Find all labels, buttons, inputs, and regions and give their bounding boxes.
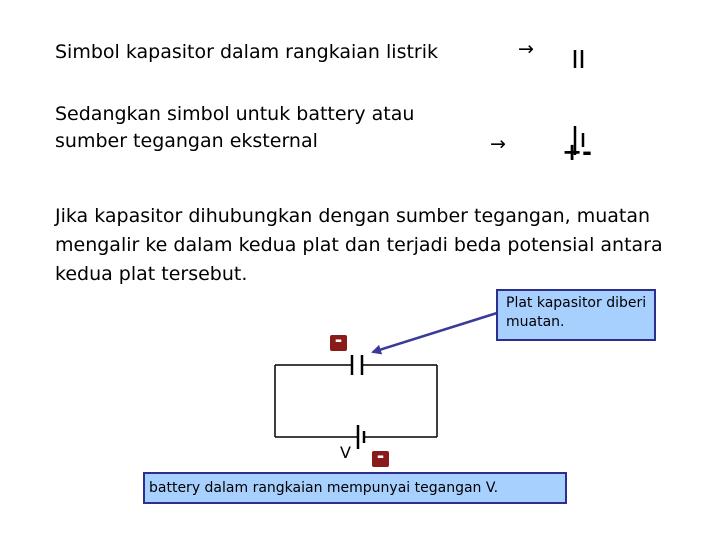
battery-voltage-callout: battery dalam rangkaian mempunyai tegangan V. (143, 472, 567, 504)
battery-plus-sign: + (562, 138, 583, 166)
circuit-battery (358, 425, 364, 449)
arrow-icon: → (518, 38, 534, 60)
battery-minus-sign: - (582, 138, 592, 166)
battery-symbol-text: Sedangkan simbol untuk battery atau sumber tegangan eksternal (55, 103, 415, 152)
plate-charged-callout: Plat kapasitor diberi muatan. (496, 289, 656, 341)
circuit-wires (275, 365, 437, 437)
capacitor-symbol-icon (575, 50, 582, 68)
negative-charge-badge: - (330, 335, 347, 351)
capacitor-symbol-text: Simbol kapasitor dalam rangkaian listrik (55, 41, 439, 63)
circuit-capacitor (352, 355, 362, 375)
arrow-icon: → (490, 133, 506, 155)
pointer-arrow (373, 313, 497, 352)
battery-symbol-icon (562, 126, 592, 166)
negative-charge-badge: - (372, 451, 389, 467)
explanation-paragraph: Jika kapasitor dihubungkan dengan sumber tegangan, muatan mengalir ke dalam kedua plat dan terjadi beda potensial antara kedua plat tersebut. (55, 205, 663, 285)
voltage-label: V (340, 443, 351, 462)
